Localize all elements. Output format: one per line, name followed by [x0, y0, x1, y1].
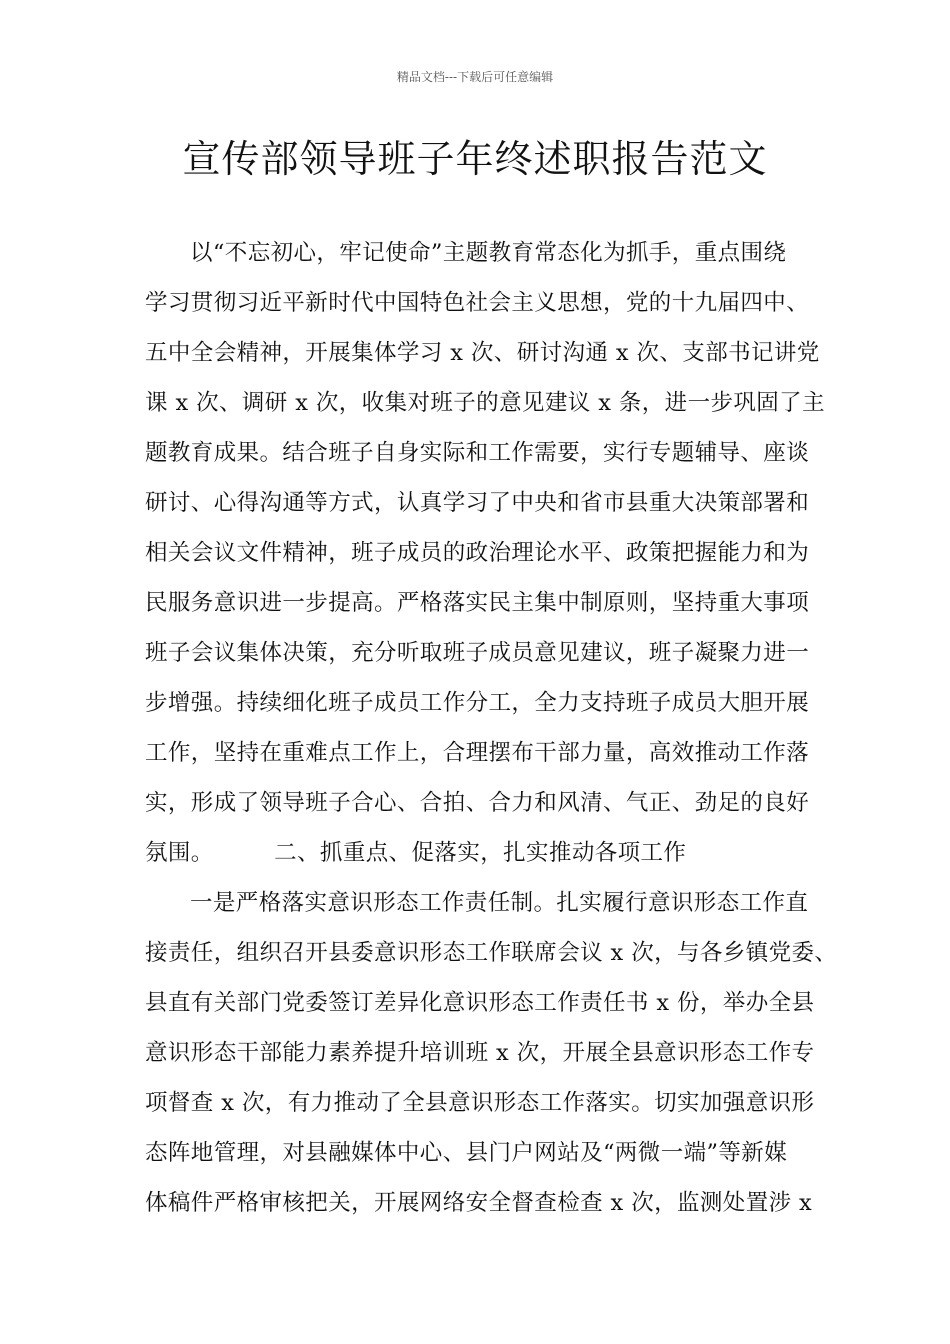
paragraph-line: 研讨、心得沟通等方式，认真学习了中央和省市县重大决策部署和 — [145, 490, 810, 516]
paragraph-line: 步增强。持续细化班子成员工作分工，全力支持班子成员大胆开展 — [145, 690, 810, 716]
paragraph-line: 课 x 次、调研 x 次，收集对班子的意见建议 x 条，进一步巩固了主 — [145, 390, 825, 416]
paragraph-line-with-section-heading: 氛围。 二、抓重点、促落实，扎实推动各项工作 — [145, 840, 687, 866]
paragraph-line: 态阵地管理，对县融媒体中心、县门户网站及“两微一端”等新媒 — [145, 1140, 788, 1166]
paragraph-line: 民服务意识进一步提高。严格落实民主集中制原则，坚持重大事项 — [145, 590, 810, 616]
paragraph-line: 班子会议集体决策，充分听取班子成员意见建议，班子凝聚力进一 — [145, 640, 810, 666]
paragraph-line: 意识形态干部能力素养提升培训班 x 次，开展全县意识形态工作专 — [145, 1040, 815, 1066]
paragraph-line: 相关会议文件精神，班子成员的政治理论水平、政策把握能力和为 — [145, 540, 810, 566]
document-title: 宣传部领导班子年终述职报告范文 — [182, 137, 768, 181]
paragraph-line: 县直有关部门党委签订差异化意识形态工作责任书 x 份，举办全县 — [145, 990, 815, 1016]
paragraph-line: 体稿件严格审核把关，开展网络安全督查检查 x 次，监测处置涉 x — [145, 1190, 813, 1216]
paragraph-line: 一是严格落实意识形态工作责任制。扎实履行意识形态工作直 — [190, 890, 809, 916]
paragraph-line: 题教育成果。结合班子自身实际和工作需要，实行专题辅导、座谈 — [145, 440, 810, 466]
paragraph-line: 项督查 x 次，有力推动了全县意识形态工作落实。切实加强意识形 — [145, 1090, 815, 1116]
paragraph-line: 以“不忘初心，牢记使命”主题教育常态化为抓手，重点围绕 — [190, 240, 787, 266]
paragraph-line: 接责任，组织召开县委意识形态工作联席会议 x 次，与各乡镇党委、 — [145, 940, 838, 966]
paragraph-line: 实，形成了领导班子合心、合拍、合力和风清、气正、劲足的良好 — [145, 790, 810, 816]
paragraph-line: 工作，坚持在重难点工作上，合理摆布干部力量，高效推动工作落 — [145, 740, 810, 766]
header-watermark: 精品文档---下载后可任意编辑 — [396, 70, 554, 84]
paragraph-line: 学习贯彻习近平新时代中国特色社会主义思想，党的十九届四中、 — [145, 290, 810, 316]
document-body — [145, 228, 838, 1228]
paragraph-line: 五中全会精神，开展集体学习 x 次、研讨沟通 x 次、支部书记讲党 — [145, 340, 820, 366]
